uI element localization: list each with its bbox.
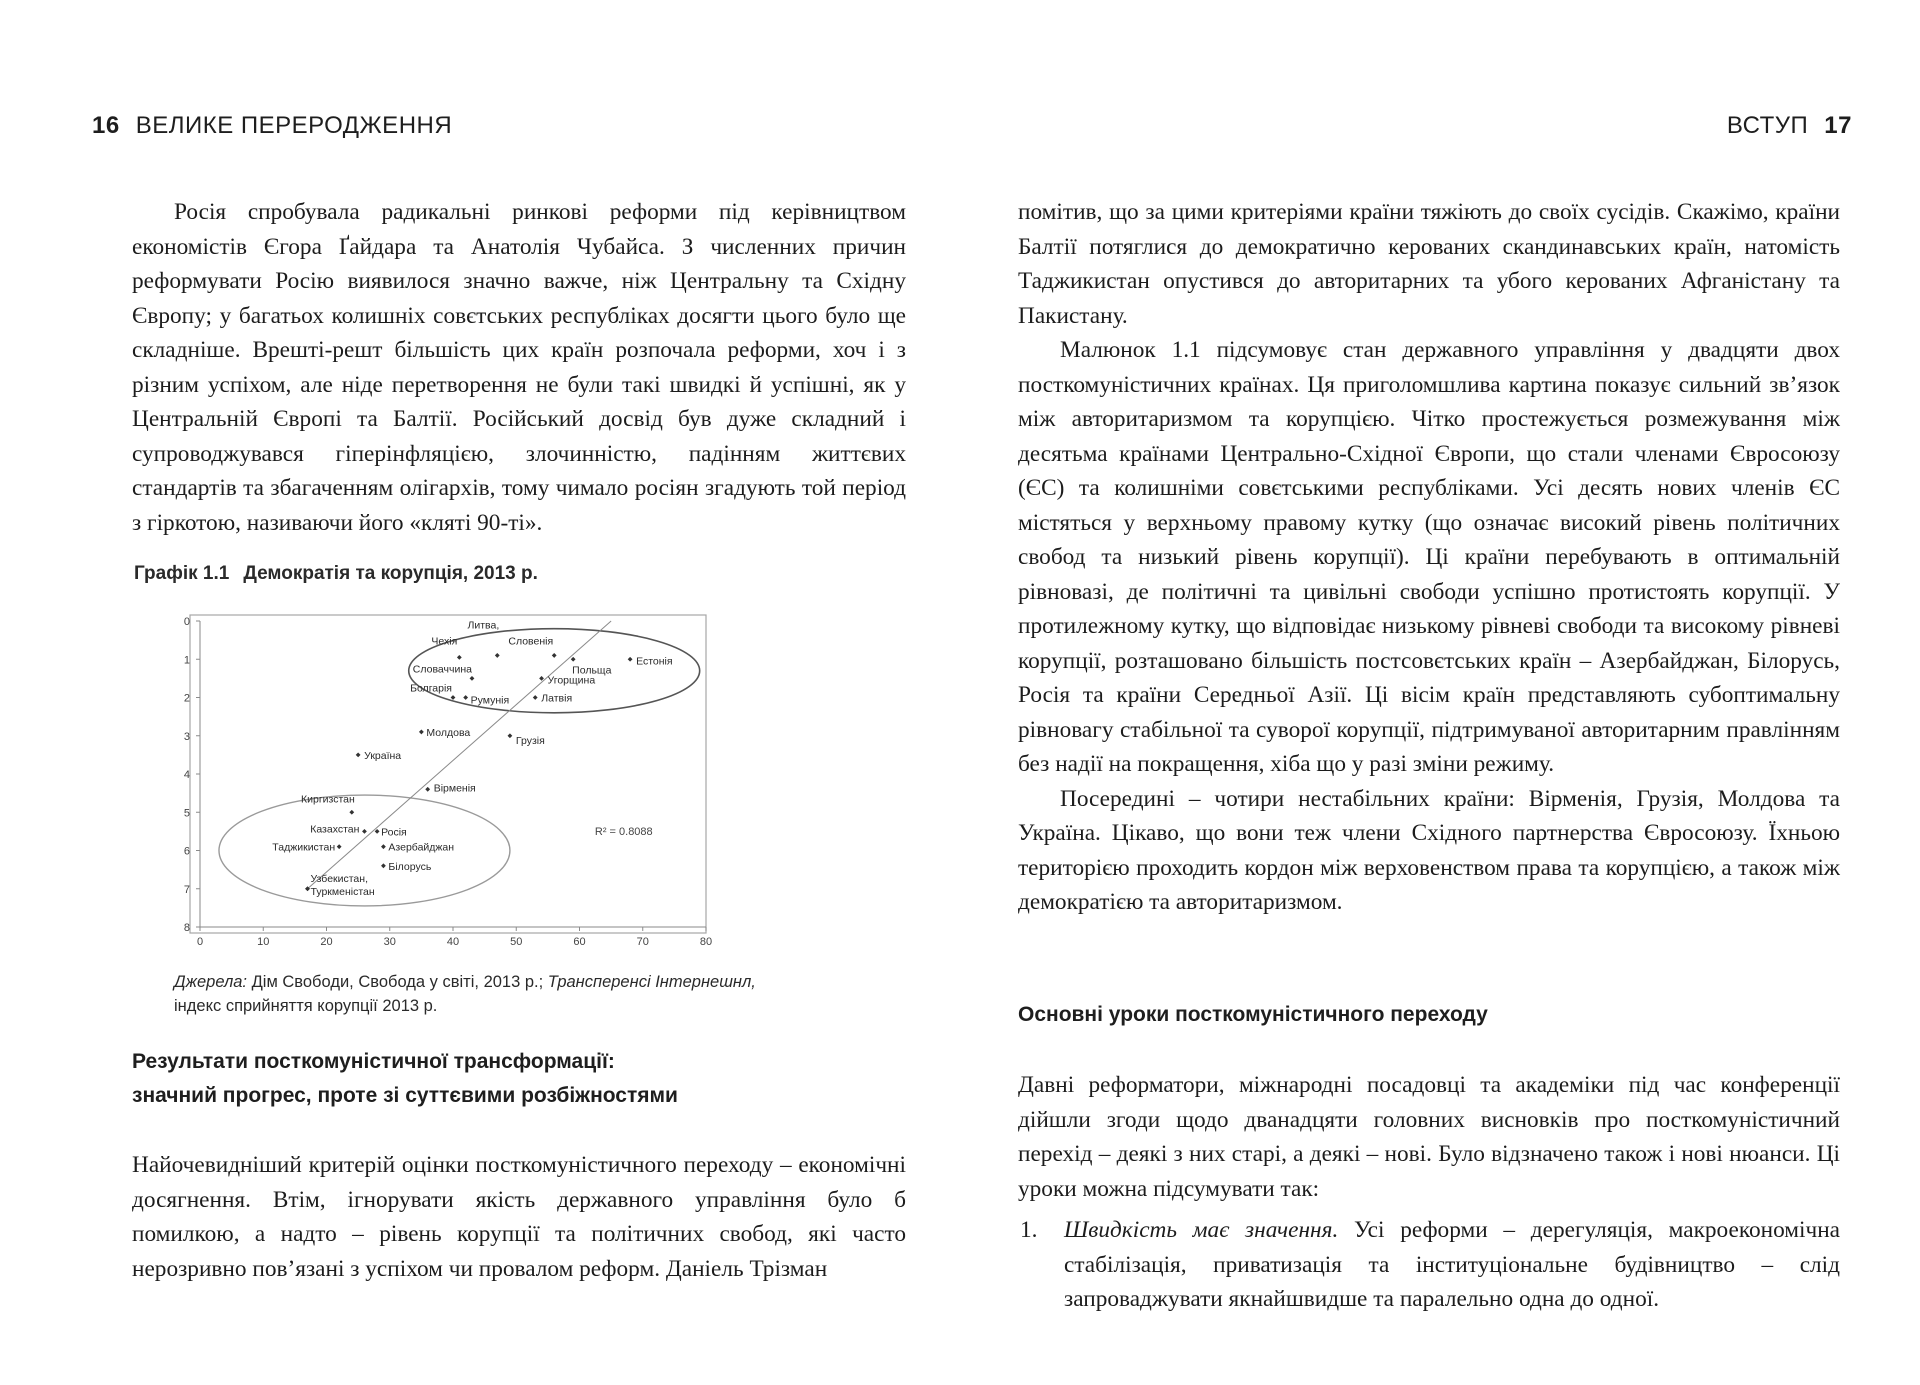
figure-source xyxy=(174,970,774,1018)
data-point xyxy=(628,657,633,662)
data-point-label: Таджикистан xyxy=(272,841,336,854)
left-running-head xyxy=(92,112,452,140)
data-point-label: Азербайджан xyxy=(388,841,455,854)
data-point-label: Польща xyxy=(572,664,612,677)
data-point xyxy=(552,653,557,658)
figure-1-1 xyxy=(134,563,756,1015)
right-text-block-2 xyxy=(1018,1068,1840,1206)
left-paragraph-block-1 xyxy=(132,195,906,540)
data-point-label: Чехія xyxy=(431,635,458,648)
x-tick-label: 30 xyxy=(383,936,396,948)
left-section-heading xyxy=(132,1045,912,1113)
data-point xyxy=(508,733,513,738)
right-paragraph-3: Посередині – чотири нестабільних країни: Вірменія, Грузія, Молдова та Україна. Цікаво, що вони теж члени Східного партнерства Євросоюзу. Їхньою територією проходить кордон між верховенством права та корупцією, а також між демократією та авторитаризмом. xyxy=(1018,785,1840,915)
x-tick-label: 10 xyxy=(257,936,270,948)
figure-label: Графік 1.1 xyxy=(134,563,230,584)
chart-points xyxy=(272,619,672,897)
right-running-title: ВСТУП xyxy=(1726,112,1809,139)
left-paragraph-1: Росія спробувала радикальні ринкові реформи під керівництвом економістів Єгора Ґайдара та Анатолія Чубайса. З численних причин реформувати Росію виявилося значно важче, ніж Центральну та Східну Європу; у багатьох колишніх совєтських республіках досягти цього було ще складніше. Врешті-решт більшість цих країн розпочала реформи, хоч і з різним успіхом, але ніде перетворення не були такі швидкі й успішні, як у Центральній Європі та Балтії. Російський досвід був дуже складний і супроводжувався гіперінфляцією, злочинністю, падінням життєвих стандартів та збагаченням олігархів, тому чимало росіян згадують той період з гіркотою, називаючи його «кляті 90-ті». xyxy=(132,199,906,536)
left-heading-line-2: значний прогрес, проте зі суттєвими розбіжностями xyxy=(132,1084,678,1107)
data-point xyxy=(419,730,424,735)
data-point-label: Угорщина xyxy=(547,674,596,687)
trendline xyxy=(308,621,612,889)
figure-title xyxy=(134,563,754,585)
data-point-label: Естонія xyxy=(636,655,673,668)
right-paragraph-2: Малюнок 1.1 підсумовує стан державного управління у двадцяти двох посткомуністичних країнах. Ця приголомшлива картина показує сильний зв’язок між авторитаризмом та корупцією. Чітко простежується розмежування між десятьма країнами Центрально-Східної Європи, що стали членами Євросоюзу (ЄС) та колишніми совєтськими республіками. Усі десять нових членів ЄС містяться у верхньому правому кутку (що означає високий рівень політичних свобод та низький рівень корупції). Ці країни перебувають в оптимальній рівновазі, де політичні та цивільні свободи успішно протистоять корупції. У протилежному кутку, що відповідає низькому рівневі свободи та високому рівневі корупції, розташовано більшість постсовєтських країн – Азербайджан, Білорусь, Росія та країни Середньої Азії. Ці вісім країн представляють субоптимальну рівновагу стабільної та суворої корупції, підтримуваної авторитарним правлінням без надії на покращення, хіба що у разі зміни режиму. xyxy=(1018,337,1840,777)
data-point xyxy=(381,844,386,849)
data-point-label: Узбекистан, xyxy=(310,872,368,885)
scatter-chart xyxy=(134,611,754,971)
figure-caption: Демократія та корупція, 2013 р. xyxy=(243,563,538,584)
x-tick-label: 20 xyxy=(320,936,333,948)
data-point-label: Литва, xyxy=(467,619,500,632)
data-point-label: Грузія xyxy=(515,734,545,747)
data-point xyxy=(470,676,475,681)
left-paragraph-block-2 xyxy=(132,1148,906,1286)
data-point-label: Вірменія xyxy=(433,782,476,795)
x-tick-label: 80 xyxy=(699,936,713,948)
data-point xyxy=(362,829,367,834)
x-tick-label: 0 xyxy=(196,936,204,948)
y-tick-label: 3 xyxy=(183,730,190,743)
data-point xyxy=(457,655,462,660)
y-tick-label: 2 xyxy=(183,692,190,705)
right-page-number: 17 xyxy=(1824,112,1852,139)
data-point-label: Румунія xyxy=(470,694,510,707)
data-point xyxy=(381,863,386,868)
data-point-label: Казахстан xyxy=(310,823,360,836)
y-tick-label: 4 xyxy=(183,769,190,781)
list-item-1-text xyxy=(1064,1213,1840,1317)
data-point xyxy=(533,695,538,700)
data-point xyxy=(463,695,468,700)
right-paragraph-4: Давні реформатори, міжнародні посадовці та академіки під час конференції дійшли згоди щодо дванадцяти головних висновків про посткомуністичний перехід – деякі з них старі, а деякі – нові. Було відзначено також і нові нюанси. Ці уроки можна підсумувати так: xyxy=(1018,1072,1840,1202)
data-point-label: Україна xyxy=(364,749,402,762)
data-point-label: Молдова xyxy=(426,726,471,739)
list-item-1-emphasis: Швидкість має значення. xyxy=(1064,1217,1339,1243)
data-point xyxy=(451,695,456,700)
list-item-1-number: 1. xyxy=(1020,1217,1038,1243)
right-text-block-1 xyxy=(1018,195,1840,920)
list-item-1-body: Усі реформи – дерегуляція, макроекономічна стабілізація, приватизація та інституціональне будівництво – слід запроваджувати якнайшвидше та паралельно одна до одної. xyxy=(1064,1217,1841,1312)
data-point xyxy=(349,810,354,815)
data-point xyxy=(425,787,430,792)
left-paragraph-2: Найочевидніший критерій оцінки посткомуністичного переходу – економічні досягнення. Втім, ігнорувати якість державного управління було б помилкою, а надто – рівень корупції та політичних свобод, які часто нерозривно пов’язані з успіхом чи провалом реформ. Даніель Трізман xyxy=(132,1152,906,1282)
data-point-label: Болгарія xyxy=(410,682,452,695)
y-tick-label: 0 xyxy=(183,616,190,628)
data-point xyxy=(356,752,361,757)
x-tick-label: 50 xyxy=(510,936,523,948)
x-tick-label: 40 xyxy=(446,936,460,948)
left-heading-line-1: Результати посткомуністичної трансформації: xyxy=(132,1050,615,1073)
data-point xyxy=(571,657,576,662)
list-item-1 xyxy=(1020,1213,1840,1317)
data-point-label: Словаччина xyxy=(412,663,472,676)
data-point xyxy=(375,829,380,834)
data-point-label: Киргизстан xyxy=(301,793,355,806)
source-text-2: індекс сприйняття корупції 2013 р. xyxy=(174,997,438,1015)
x-tick-label: 60 xyxy=(573,936,586,948)
data-point-label: Білорусь xyxy=(388,860,432,873)
x-tick-label: 70 xyxy=(636,936,649,948)
source-text-1: Дім Свободи, Свобода у світі, 2013 р.; xyxy=(247,973,544,991)
data-point-label: Туркменістан xyxy=(310,885,375,898)
source-italic-1: Джерела: xyxy=(174,973,248,991)
data-point xyxy=(539,676,544,681)
right-paragraph-1: помітив, що за цими критеріями країни тяжіють до своїх сусідів. Скажімо, країни Балтії потяглися до демократично керованих скандинавських країн, натомість Таджикистан опустився до авторитарних та убого керованих Афганістану та Пакистану. xyxy=(1018,199,1840,329)
y-tick-label: 5 xyxy=(183,807,190,820)
y-tick-label: 6 xyxy=(183,845,190,858)
data-point-label: Словенія xyxy=(508,635,554,648)
left-page-number: 16 xyxy=(92,112,120,139)
data-point-label: Росія xyxy=(381,826,407,839)
data-point-label: Латвія xyxy=(541,692,573,705)
y-tick-label: 7 xyxy=(183,883,190,896)
source-italic-2: Трансперенсі Інтернешнл, xyxy=(543,973,756,991)
left-running-title: ВЕЛИКЕ ПЕРЕРОДЖЕННЯ xyxy=(135,112,453,139)
data-point xyxy=(495,653,500,658)
r2-label: R² = 0.8088 xyxy=(594,826,653,839)
right-page xyxy=(960,0,1920,1385)
data-point xyxy=(337,844,342,849)
y-tick-label: 8 xyxy=(183,922,190,934)
right-running-head xyxy=(1727,112,1852,140)
y-tick-label: 1 xyxy=(183,654,190,667)
right-section-heading: Основні уроки посткомуністичного переходу xyxy=(1018,1003,1488,1026)
